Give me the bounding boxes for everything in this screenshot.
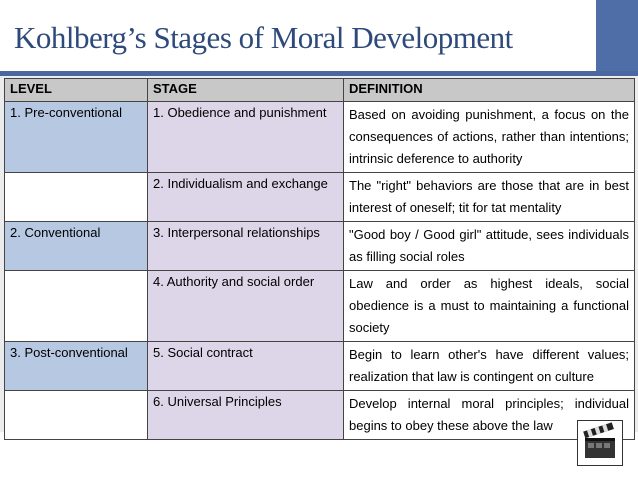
definition-cell: The "right" behaviors are those that are in best interest of oneself; tit for tat mentality xyxy=(344,173,635,222)
header-row xyxy=(5,79,635,102)
corner-accent xyxy=(596,0,638,82)
definition-cell: Based on avoiding punishment, a focus on the consequences of actions, rather than intentions; intrinsic deference to authority xyxy=(344,102,635,173)
level-cell: 1. Pre-conventional xyxy=(5,102,148,173)
definition-cell: Law and order as highest ideals, social obedience is a must to maintaining a functional society xyxy=(344,271,635,342)
level-cell xyxy=(5,391,148,440)
table-row xyxy=(5,222,635,271)
stage-cell: 6. Universal Principles xyxy=(148,391,344,440)
stages-table xyxy=(4,78,635,440)
stage-cell: 2. Individualism and exchange xyxy=(148,173,344,222)
level-cell: 3. Post-conventional xyxy=(5,342,148,391)
film-clapperboard-icon[interactable] xyxy=(577,420,623,466)
table-panel xyxy=(0,76,638,432)
table-row xyxy=(5,173,635,222)
stage-cell: 3. Interpersonal relationships xyxy=(148,222,344,271)
definition-cell: Develop internal moral principles; individual begins to obey these above the law xyxy=(344,391,635,440)
definition-cell: Begin to learn other's have different values; realization that law is contingent on culture xyxy=(344,342,635,391)
level-cell: 2. Conventional xyxy=(5,222,148,271)
table-row xyxy=(5,102,635,173)
slide-title: Kohlberg’s Stages of Moral Development xyxy=(14,20,513,55)
header-definition: DEFINITION xyxy=(344,79,635,102)
definition-cell: "Good boy / Good girl" attitude, sees individuals as filling social roles xyxy=(344,222,635,271)
level-cell xyxy=(5,173,148,222)
stage-cell: 5. Social contract xyxy=(148,342,344,391)
table-row xyxy=(5,391,635,440)
stage-cell: 1. Obedience and punishment xyxy=(148,102,344,173)
level-cell xyxy=(5,271,148,342)
header-stage: STAGE xyxy=(148,79,344,102)
stage-cell: 4. Authority and social order xyxy=(148,271,344,342)
header-level: LEVEL xyxy=(5,79,148,102)
table-row xyxy=(5,271,635,342)
table-row xyxy=(5,342,635,391)
